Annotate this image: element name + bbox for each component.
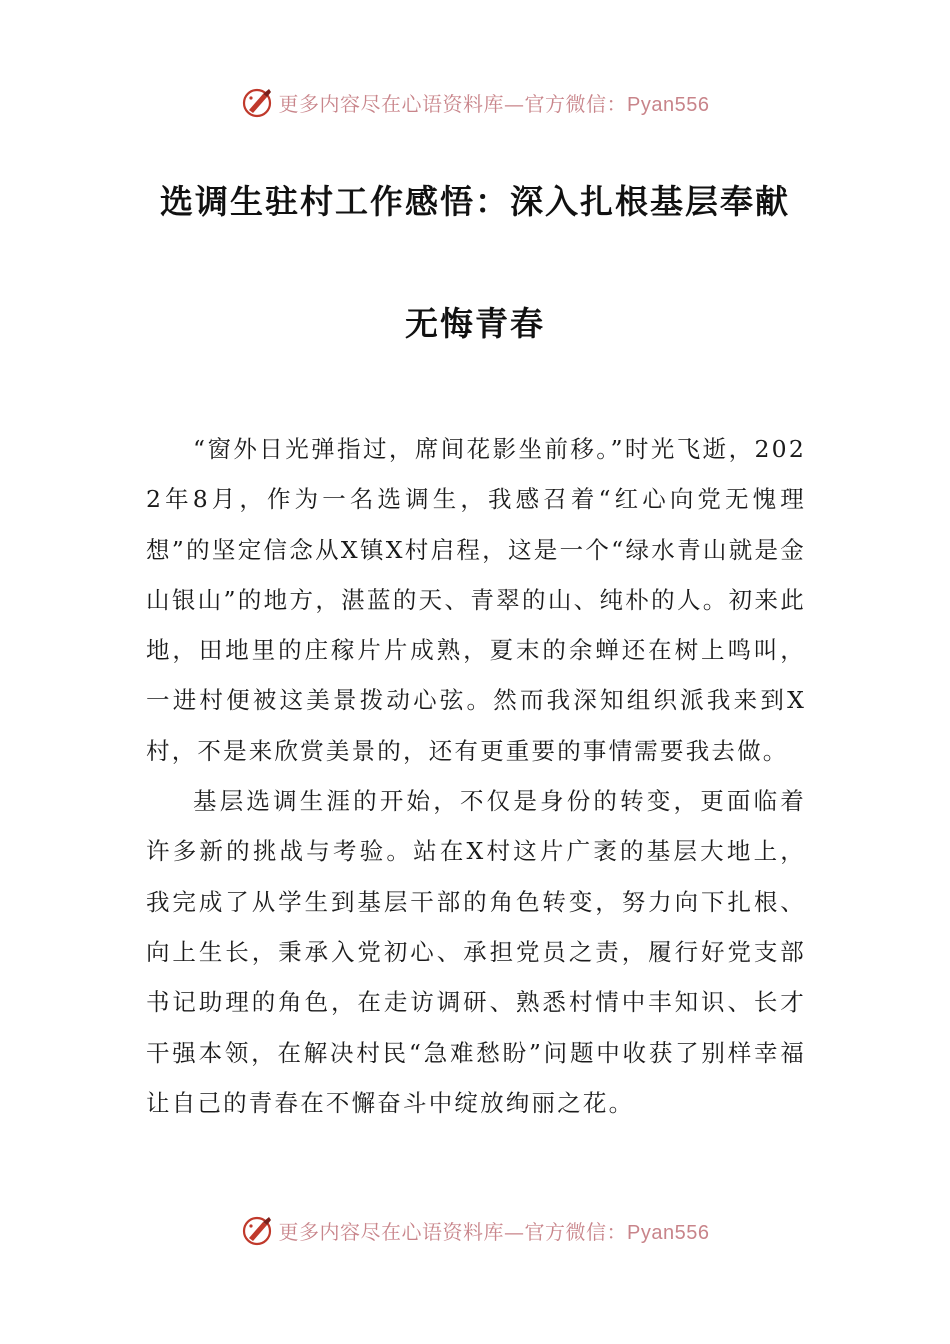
footer-wechat-id: Pyan556 [627, 1221, 710, 1244]
header-wechat-id: Pyan556 [627, 93, 710, 116]
paragraph-2: 基层选调生涯的开始，不仅是身份的转变，更面临着许多新的挑战与考验。站在X村这片广袤的基层大地上，我完成了从学生到基层干部的角色转变，努力向下扎根、向上生长，秉承入党初心、承担党员之责，履行好党支部书记助理的角色，在走访调研、熟悉村情中丰知识、长才干强本领，在解决村民“急难愁盼”问题中收获了别样幸福让自己的青春在不懈奋斗中绽放绚丽之花。 [146, 787, 806, 1117]
page-title-line-2: 无悔青春 [405, 304, 545, 343]
pen-logo-icon [241, 1213, 275, 1247]
footer-banner-text [279, 1216, 710, 1245]
header-banner-label: 更多内容尽在心语资料库—官方微信： [278, 91, 628, 116]
footer-banner-label: 更多内容尽在心语资料库—官方微信： [278, 1219, 628, 1244]
pen-logo-icon [241, 85, 275, 119]
paragraph-1: “窗外日光弹指过，席间花影坐前移。”时光飞逝，2022年8月，作为一名选调生，我感召着“红心向党无愧理想”的坚定信念从X镇X村启程，这是一个“绿水青山就是金山银山”的地方，湛蓝的天、青翠的山、纯朴的人。初来此地，田地里的庄稼片片成熟，夏末的余蝉还在树上鸣叫，一进村便被这美景拨动心弦。然而我深知组织派我来到X村，不是来欣赏美景的，还有更重要的事情需要我去做。 [146, 435, 806, 765]
page-title-line-1: 选调生驻村工作感悟：深入扎根基层奉献 [160, 182, 790, 221]
header-banner-text [279, 88, 710, 117]
footer-banner [0, 1210, 950, 1250]
header-banner [0, 82, 950, 122]
article-body [146, 424, 806, 1128]
